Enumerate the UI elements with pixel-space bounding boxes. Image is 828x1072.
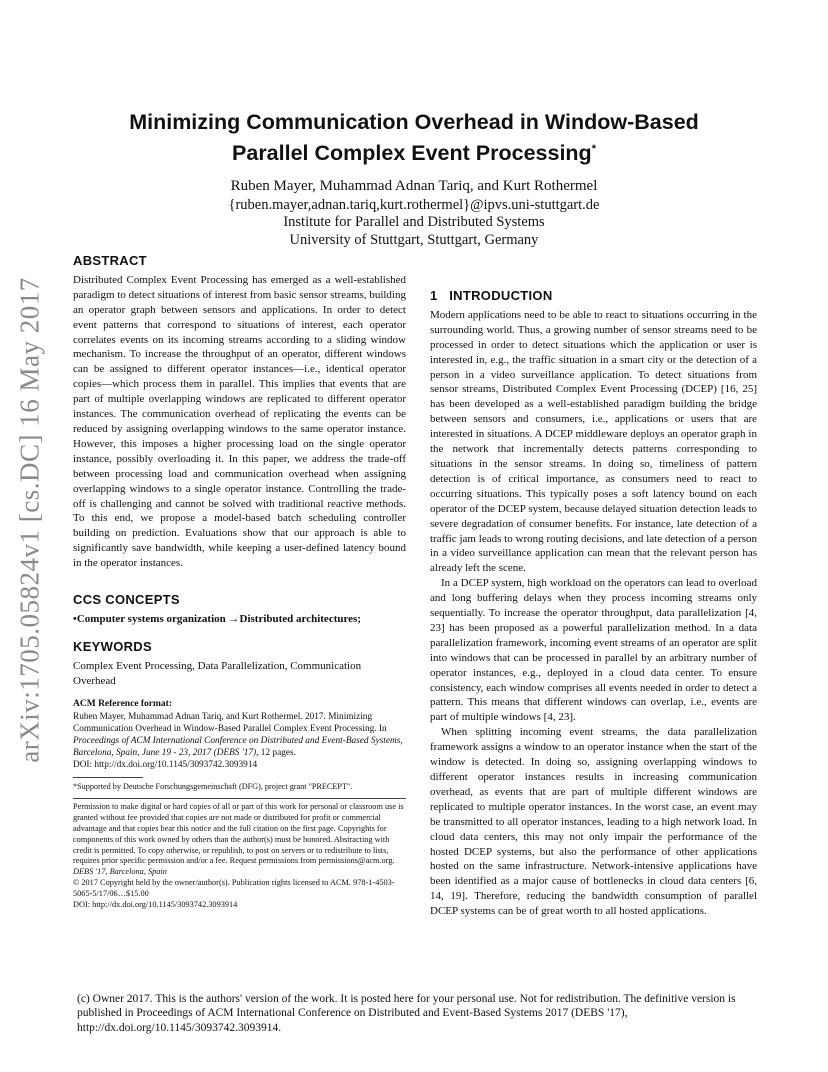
permission-text: Permission to make digital or hard copies of all or part of this work for personal or classroom use is granted without fee provided that copies are not made or distributed for profit or commercial advantage and that copies bear this notice and the full citation on the first page. Copyrights for components of this work owned by others than the author(s) must be honored. Abstracting with credit is permitted. To copy otherwise, or republish, to post on servers or to redistribute to lists, requires prior specific permission and/or a fee. Request permissions from permissions@acm.org.: [73, 802, 404, 866]
paper-title: [0, 109, 828, 167]
permission-divider: [73, 798, 406, 799]
author-names: Ruben Mayer, Muhammad Adnan Tariq, and Kurt Rothermel: [230, 178, 598, 194]
keywords-heading: KEYWORDS: [73, 638, 152, 654]
introduction-paragraph-3: When splitting incoming event streams, the data parallelization framework assigns a window to an operator instance when the start of the window is detected. In doing so, assigning overlapping windows to different operator instances results in increasing communication overhead, as events that are part of multiple different windows are replicated to multiple operator instances. In the worst case, an event may be transmitted to all operator instances, leading to a high network load. In cloud data centers, this may not only impair the performance of the hosted DCEP systems, but also the performance of other applications hosted on the same infrastructure. Network-intensive applications have been identified as a major cause of bottlenecks in cloud data centers [6, 14, 19]. Therefore, reducing the bandwidth consumption of parallel DCEP systems can be of great worth to all hosted applications.: [430, 726, 757, 918]
author-block: [0, 178, 828, 249]
introduction-paragraph-1: Modern applications need to be able to react to situations occurring in the surrounding world. Thus, a growing number of sensor streams need to be processed in order to detect situations which the application or user is interested in, e.g., the traffic situation in a smart city or the detection of a person in a video surveillance application. To detect situations from sensor streams, Distributed Complex Event Processing (DCEP) [16, 25] has been developed as a well-established paradigm building the bridge between sensors and consumers, i.e., applications or users that are interested in situations. A DCEP middleware deploys an operator graph in the network that incrementally detects patterns corresponding to situations in the sensor streams. In doing so, timeliness of pattern detection is of critical importance, as consumers need to react to occurring situations. This typically poses a soft latency bound on each operator of the DCEP system, because delayed situation detection leads to severe degradation of consumer benefits. For instance, late detection of a traffic jam leads to wrong routing decisions, and late detection of a person in a video surveillance application can mean that the relevant person has already left the scene.: [430, 308, 757, 575]
title-footnote-mark: *: [591, 143, 596, 155]
arxiv-id: arXiv:1705.05824v1 [cs.DC] 16 May 2017: [14, 277, 45, 763]
left-column: [73, 254, 406, 910]
introduction-heading: 1 INTRODUCTION: [430, 288, 553, 303]
funding-footnote: *Supported by Deutsche Forschungsgemeinschaft (DFG), project grant "PRECEPT".: [73, 782, 353, 792]
arxiv-stamp: [8, 277, 52, 763]
author-institute: Institute for Parallel and Distributed Systems: [283, 214, 545, 230]
abstract-text: Distributed Complex Event Processing has emerged as a well-established paradigm to detect situations of interest from basic sensor streams, building an operator graph between sensors and applications. In order to detect event patterns that correspond to situations of interest, each operator correlates events on its incoming streams according to a sliding window mechanism. To increase the throughput of an operator, different windows can be assigned to different operator instances—i.e., identical operator copies—which process them in parallel. This implies that events that are part of multiple overlapping windows are replicated to different operator instances. The communication overhead of replicating the events can be reduced by assigning overlapping windows to the same operator instance. However, this imposes a higher processing load on the single operator instance, possibly overloading it. In this paper, we address the trade-off between processing load and communication overhead when assigning overlapping windows to a single operator instance. Controlling the trade-off is challenging and cannot be solved with traditional reactive methods. To this end, we propose a model-based batch scheduling controller building on prediction. Evaluations show that our approach is able to significantly save bandwidth, while keeping a user-defined latency bound in the operator instances.: [73, 273, 406, 570]
reference-format-heading: ACM Reference format:: [73, 698, 172, 709]
permission-block: [73, 802, 406, 910]
abstract-heading: ABSTRACT: [73, 253, 147, 268]
permission-venue: DEBS '17, Barcelona, Spain: [73, 867, 167, 877]
author-university: University of Stuttgart, Stuttgart, Germany: [289, 231, 539, 248]
footnote-divider: [73, 777, 143, 778]
title-line-1: Minimizing Communication Overhead in Window-Based: [129, 110, 699, 134]
ccs-heading: CCS CONCEPTS: [73, 592, 180, 608]
permission-doi: DOI: http://dx.doi.org/10.1145/3093742.3093914: [73, 899, 238, 909]
title-line-2: Parallel Complex Event Processing: [232, 141, 592, 166]
ccs-text: •Computer systems organization →Distributed architectures;: [73, 612, 361, 625]
reference-text-b: 12 pages.: [258, 748, 296, 759]
reference-text-italic: Proceedings of ACM International Conference on Distributed and Event-Based Systems, Barcelona, Spain, June 19 - 23, 2017 (DEBS '17),: [73, 736, 403, 759]
right-column: [430, 289, 757, 919]
reference-text-a: Ruben Mayer, Muhammad Adnan Tariq, and Kurt Rothermel. 2017. Minimizing Communication Overhead in Window-Based Parallel Complex Event Processing. In: [73, 712, 387, 735]
reference-doi: DOI: http://dx.doi.org/10.1145/3093742.3093914: [73, 760, 258, 771]
introduction-paragraph-2: In a DCEP system, high workload on the operators can lead to overload and long buffering delays when they process incoming streams only sequentially. To increase the operator throughput, data parallelization [4, 23] has been proposed as a powerful parallelization method. In a data parallelization framework, incoming event streams of an operator are split into windows that can be processed in parallel by an arbitrary number of operator instances, e.g., deployed in a cloud data center. To ensure consistency, each window comprises all events needed in order to detect a pattern. This means that different windows can overlap, i.e., events are part of multiple windows [4, 23].: [430, 577, 757, 724]
keywords-text: Complex Event Processing, Data Parallelization, Communication Overhead: [73, 659, 362, 687]
reference-format-text: [73, 711, 406, 759]
authors-version-note: (c) Owner 2017. This is the authors' version of the work. It is posted here for your personal use. Not for redistribution. The definitive version is published in Proceedings of ACM International Conference on Distributed and Event-Based Systems 2017 (DEBS '17), http://dx.doi.org/10.1145/3093742.3093914.: [77, 993, 736, 1034]
permission-copyright: © 2017 Copyright held by the owner/author(s). Publication rights licensed to ACM. 978-1-4503-5065-5/17/06…$15.00: [73, 878, 395, 898]
author-emails: {ruben.mayer,adnan.tariq,kurt.rothermel}@ipvs.uni-stuttgart.de: [228, 196, 600, 213]
